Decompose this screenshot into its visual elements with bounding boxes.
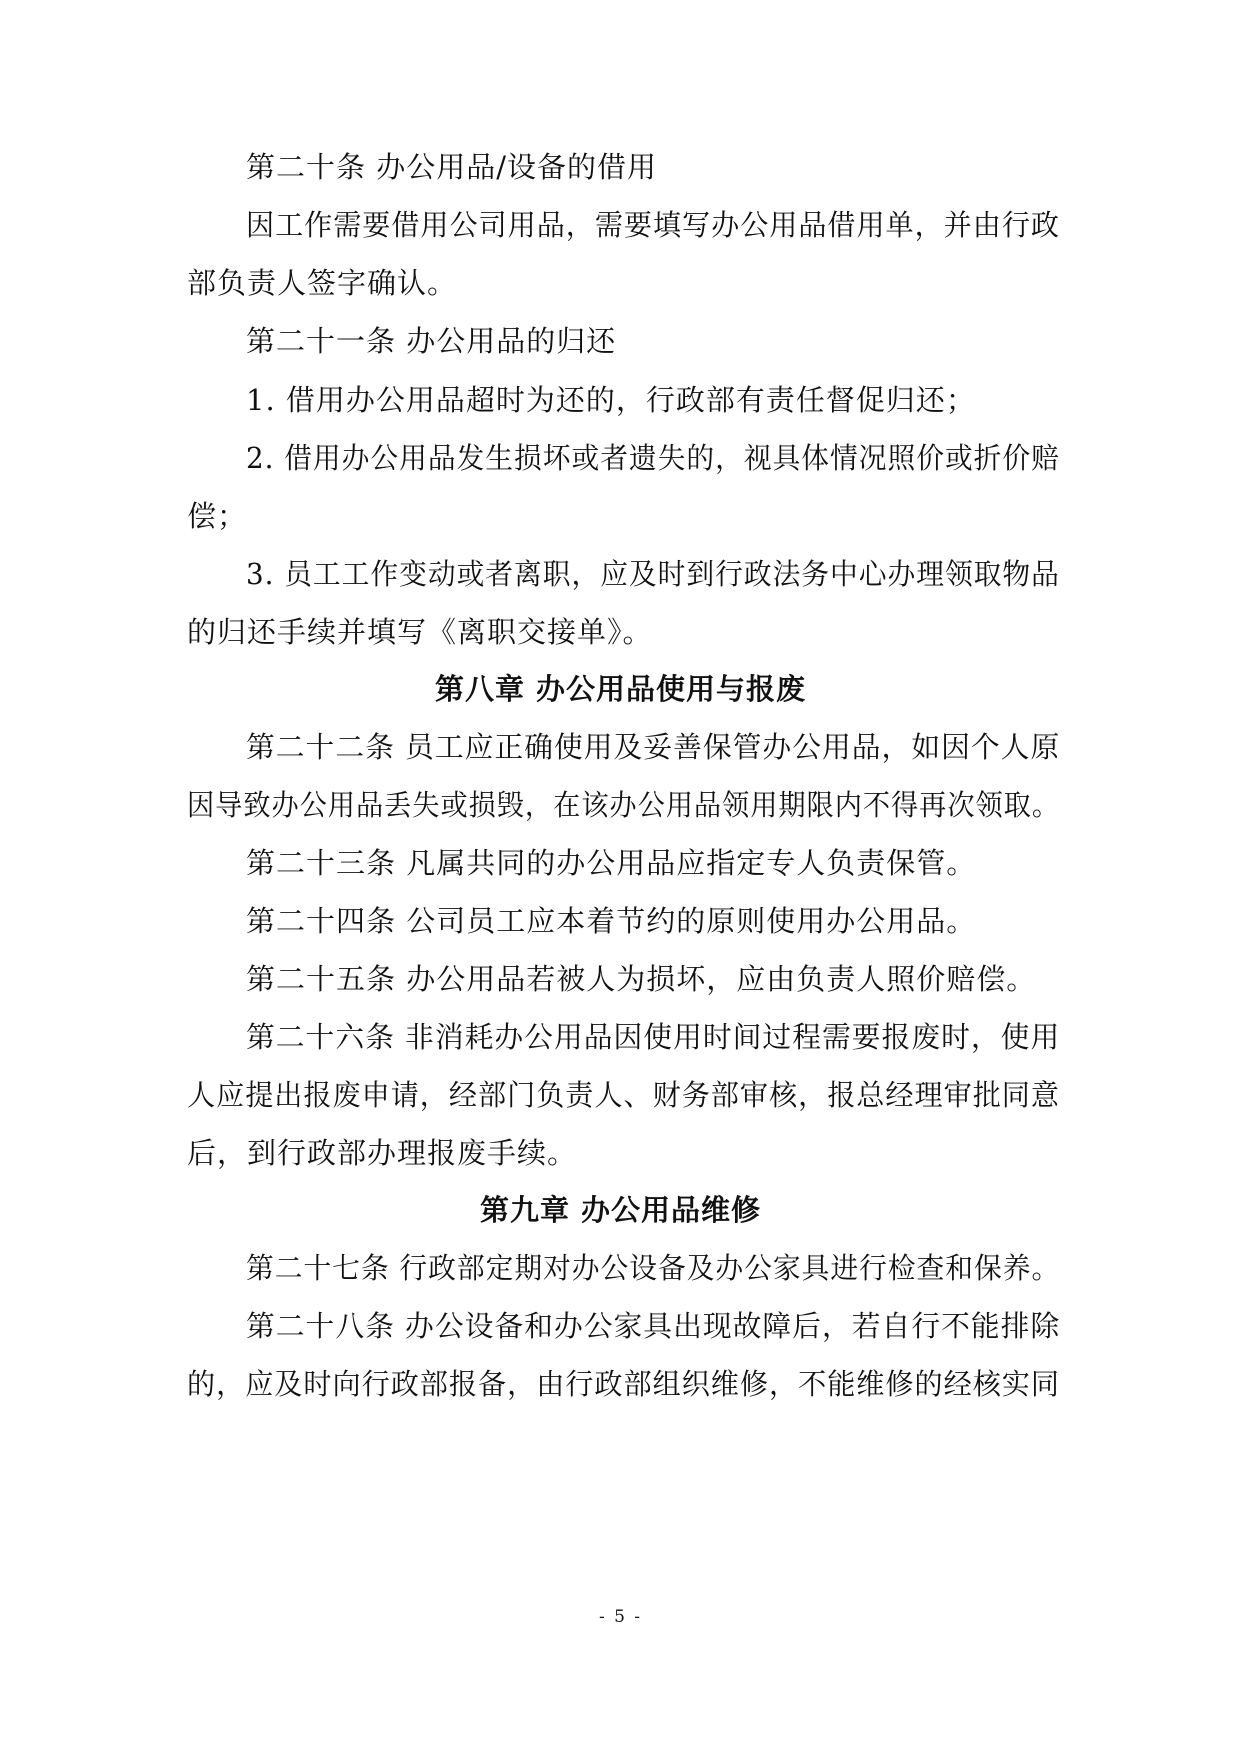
article-28: 第二十八条 办公设备和办公家具出现故障后，若自行不能排除 bbox=[246, 1309, 1061, 1343]
paragraph-line: 因工作需要借用公司用品，需要填写办公用品借用单，并由行政 bbox=[246, 208, 1060, 242]
article-23: 第二十三条 凡属共同的办公用品应指定专人负责保管。 bbox=[246, 846, 977, 880]
list-item: 3. 员工工作变动或者离职，应及时到行政法务中心办理领取物品 bbox=[246, 557, 1060, 591]
article-25: 第二十五条 办公用品若被人为损坏，应由负责人照价赔偿。 bbox=[246, 962, 1037, 996]
paragraph-line: 部负责人签字确认。 bbox=[187, 266, 458, 300]
article-24: 第二十四条 公司员工应本着节约的原则使用办公用品。 bbox=[246, 904, 977, 938]
list-item: 2. 借用办公用品发生损坏或者遗失的，视具体情况照价或折价赔 bbox=[246, 441, 1060, 475]
paragraph-line: 偿； bbox=[187, 499, 248, 533]
page-number: - 5 - bbox=[598, 1607, 643, 1627]
article-20-title: 第二十条 办公用品/设备的借用 bbox=[246, 150, 657, 184]
paragraph-line: 因导致办公用品丢失或损毁，在该办公用品领用期限内不得再次领取。 bbox=[187, 788, 1061, 822]
article-21-title: 第二十一条 办公用品的归还 bbox=[246, 324, 617, 358]
list-item: 1. 借用办公用品超时为还的，行政部有责任督促归还； bbox=[246, 383, 976, 417]
paragraph-line: 人应提出报废申请，经部门负责人、财务部审核，报总经理审批同意 bbox=[187, 1078, 1061, 1112]
paragraph-line: 的归还手续并填写《离职交接单》。 bbox=[187, 615, 653, 649]
article-22: 第二十二条 员工应正确使用及妥善保管办公用品，如因个人原 bbox=[246, 730, 1061, 764]
chapter-8-heading: 第八章 办公用品使用与报废 bbox=[434, 672, 807, 706]
article-26: 第二十六条 非消耗办公用品因使用时间过程需要报废时，使用 bbox=[246, 1020, 1061, 1054]
article-27: 第二十七条 行政部定期对办公设备及办公家具进行检查和保养。 bbox=[246, 1251, 1061, 1285]
paragraph-line: 后，到行政部办理报废手续。 bbox=[187, 1136, 578, 1170]
chapter-9-heading: 第九章 办公用品维修 bbox=[479, 1193, 762, 1227]
paragraph-line: 的，应及时向行政部报备，由行政部组织维修，不能维修的经核实同 bbox=[187, 1367, 1061, 1401]
